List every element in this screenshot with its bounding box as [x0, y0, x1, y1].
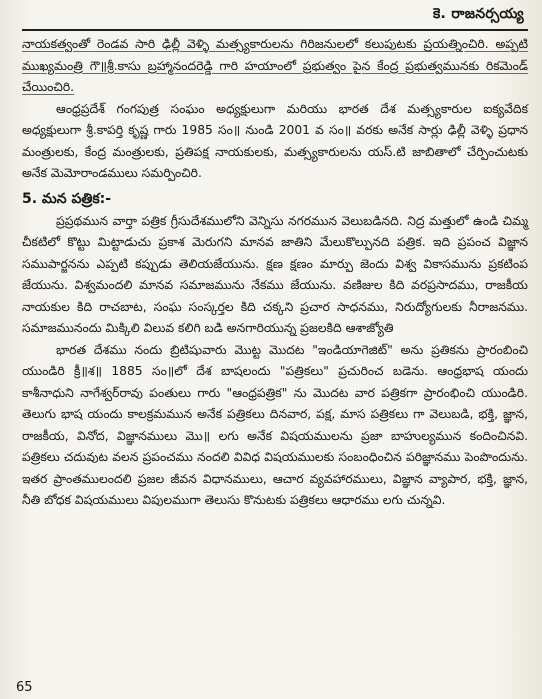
page-number: 65 [16, 680, 33, 695]
paragraph-newspaper-origin: ప్రప్రథమున వార్తా పత్రిక గ్రీసుదేశములోని వెన్నిసు నగరమున వెలుబడినది. నిద్ర మత్తులో ఉండి చిమ్మ చీకటిలో కొట్టు మిట్టాడుచు ప్రకాశ మెరుగని మానవ జాతిని మేలుకొల్పునది పత్రిక. ఇది ప్రపంచ విజ్ఞాన సముపార్జనను ఎప్పటి కప్పుడు తెలియజేయును. క్షణ క్షణం మార్పు జెందు విశ్వ వికాసమును ప్రకటింప జేయును. విశ్వమందలి మానవ సమాజమును నేకము జేయును. వణిజుల కిది వరప్రసాదము, రాజకీయ నాయకుల కిది రాచబాట, సంఘ సంస్కర్తల కిది చక్కని ప్రచార సాధనము, నిరుద్యోగులకు నీరాజనము. సమాజమునందు మిక్కిలి విలువ కలిగి బడి అనగారియున్న ప్రజలకిది ఆశాజ్యోతి [22, 213, 528, 335]
paragraph-indian-press: భారత దేశము నందు బ్రిటిషువారు మొట్ట మొదట "ఇండియాగెజిట్" అను ప్రతికను ప్రారంబించి యుండిరి క్రీ॥శ॥ 1885 సం॥లో దేశ బాషలందు "పత్రికలు" ప్రచురించ బడెను. ఆంధ్రభాష యందు కాశీనాధుని నాగేశ్వర్‌రావు పంతులు గారు "ఆంధ్రపత్రిక" ను మొదట వార పత్రికగా ప్రారంభించి యుండిరి. తెలుగు భాష యందు కాలక్రమమున అనేక పత్రికలు దినవార, పక్ష, మాస పత్రికలు గా వెలుబడి, భక్తి, జ్ఞాన, రాజకీయ, వినోద, విజ్ఞానములు మొ॥ లగు అనేక విషయములను ప్రజా బాహుల్యమున కందించినవి. పత్రికలు చదువుట వలన ప్రపంచము నందలి వివిధ విషయములకు సంబంధించిన పరిజ్ఞానము పెంపొందును. ఇతర ప్రాంతములందలి ప్రజల జీవన విధానములు, ఆచార వ్యవహారములు, విజ్ఞాన వ్యాపార, భక్తి, జ్ఞాన, నీతి బోధక విషయములు విపులముగా తెలుసు కొనుటకు పత్రికలు ఆధారము లగు చున్నవి. [22, 342, 528, 507]
page-body [22, 34, 528, 512]
header-rule [22, 29, 528, 31]
section-heading: 5. మన పత్రిక:- [22, 190, 112, 207]
paragraph-continued: నాయకత్వంతో రెండవ సారి ఢిల్లీ వెళ్ళి మత్స్యకారులను గిరిజనులలో కలుపుటకు ప్రయత్నించిరి. అప్పటి ముఖ్యమంత్రి గౌ॥శ్రీ.కాసు బ్రహ్మానందరెడ్డి గారి హయాంలో ప్రభుత్వం పైన కేంద్ర ప్రభుత్వమునకు రికమెండ్ చేయించిరి. [22, 37, 528, 94]
paragraph-association: ఆంధ్రప్రదేశ్ గంగపుత్ర సంఘం అధ్యక్షులుగా మరియు భారత దేశ మత్స్యకారుల ఐక్యవేదిక అధ్యక్షులుగా శ్రీ.కాపర్తి కృష్ణ గారు 1985 సం॥ నుండి 2001 వ సం॥ వరకు అనేక సార్లు ఢిల్లీ వెళ్ళి ప్రధాన మంత్రులకు, కేంద్ర మంత్రులకు, ప్రతిపక్ష నాయకులకు, మత్స్యకారులను యస్.టి జాబితాలో చేర్పించుటకు అనేక మెమోరాండములు సమర్పించిరి. [22, 101, 528, 180]
running-head: కె. రాజనర్సయ్య [432, 6, 524, 22]
